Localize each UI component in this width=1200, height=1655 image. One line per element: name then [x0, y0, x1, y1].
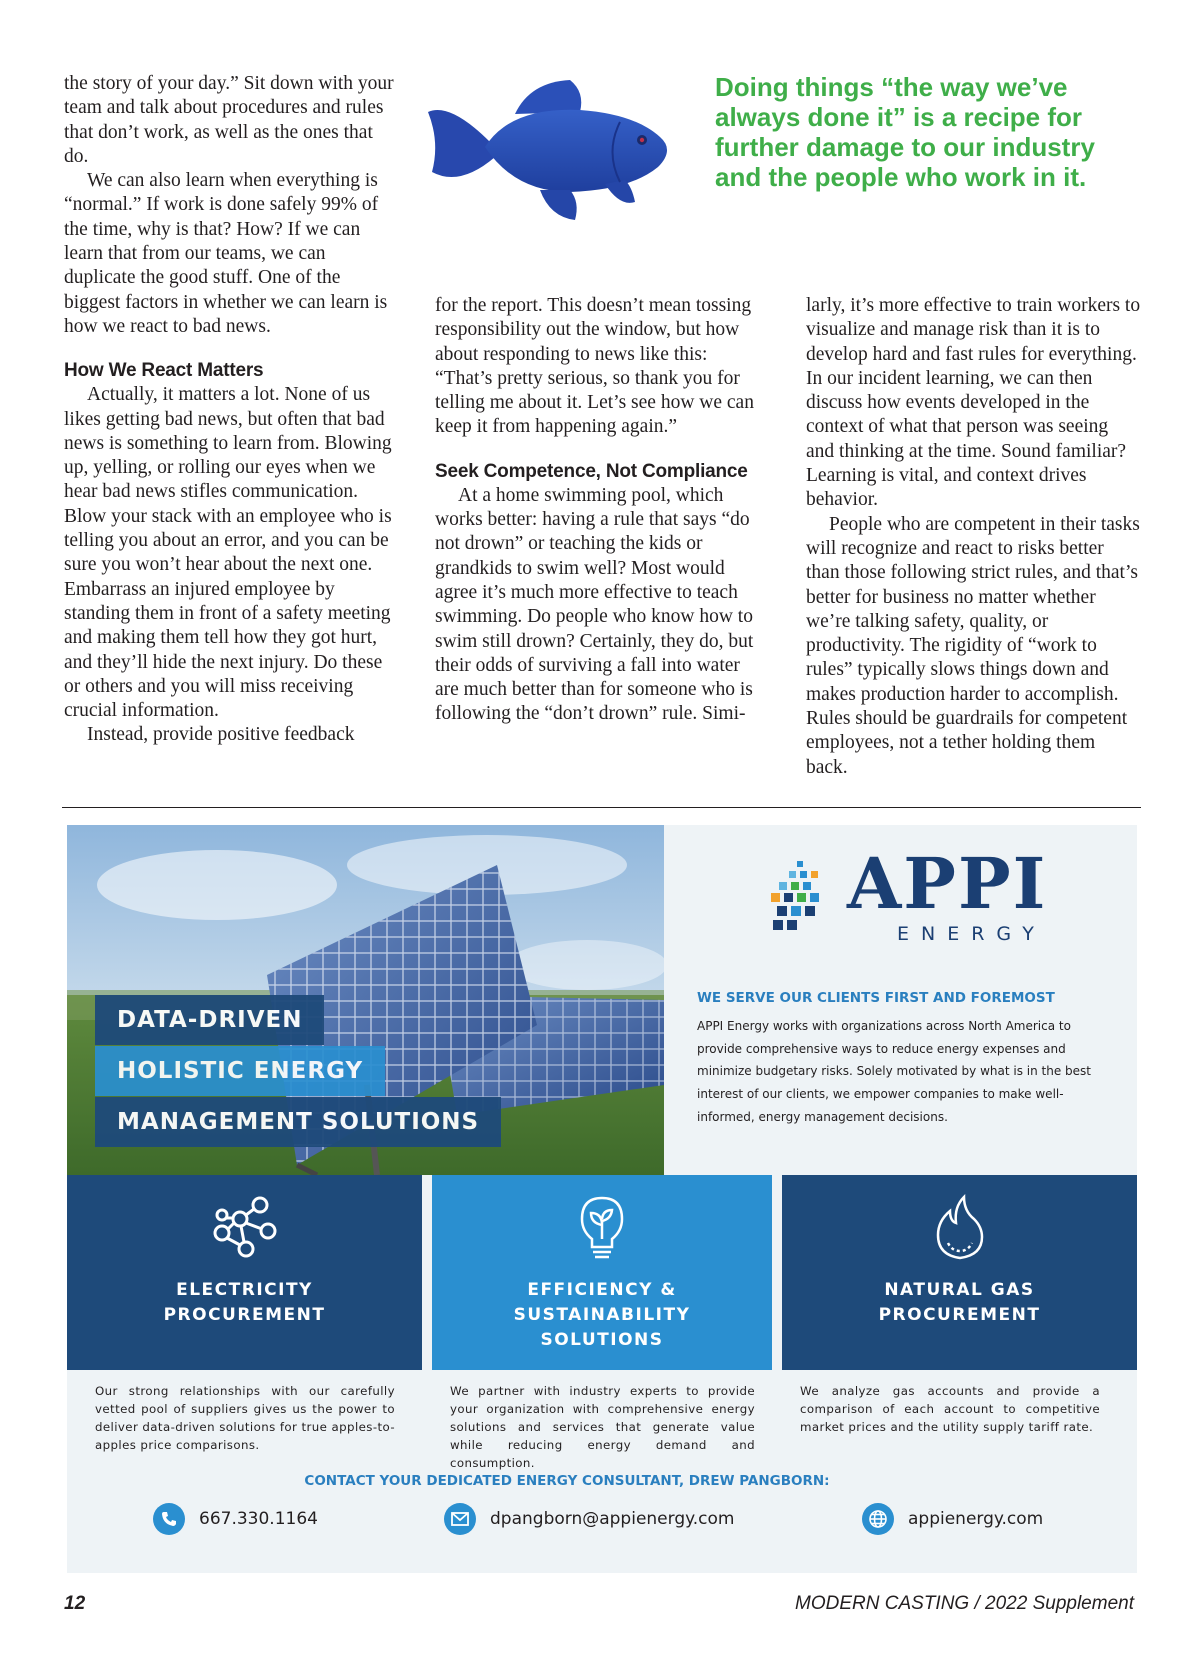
article-column-1: [64, 72, 399, 748]
paragraph: People who are competent in their tasks will recognize and react to risks better than those following strict rules, and that’s better for business no matter whether we’re talking safety, quality, or productivity. The rigidity of “work to rules” typically slows things down and makes production harder to accomplish. Rules should be guardrails for competent employees, not a tether holding them back.: [806, 513, 1140, 778]
tag-holistic-energy: HOLISTIC ENERGY: [95, 1046, 385, 1096]
paragraph: Instead, provide positive feedback: [87, 724, 355, 746]
globe-icon: [862, 1503, 894, 1535]
tag-data-driven: DATA-DRIVEN: [95, 995, 324, 1045]
appi-energy-logo: [767, 842, 1067, 948]
appi-energy-advertisement: [67, 825, 1137, 1573]
paragraph: larly, it’s more effective to train workers to visualize and manage risk than it is to develop hard and fast rules for everything. In our incident learning, we can then discuss how events developed in the context of what that person was seeing and thinking at the time. Sound familiar? Learning is vital, and context drives behavior.: [806, 295, 1141, 511]
panel-description: We analyze gas accounts and provide a comparison of each account to competitive market prices and the utility supply tariff rate.: [800, 1384, 1100, 1434]
phone-number: 667.330.1164: [199, 1509, 318, 1529]
panel-title-line: EFFICIENCY &: [527, 1280, 677, 1300]
panel-electricity-procurement: [67, 1175, 422, 1370]
panel-title: [432, 1278, 772, 1353]
website-url: appienergy.com: [908, 1509, 1044, 1529]
serve-heading: WE SERVE OUR CLIENTS FIRST AND FOREMOST: [697, 990, 1055, 1006]
contact-website: [862, 1502, 1043, 1536]
paragraph: for the report. This doesn’t mean tossing responsibility out the window, but how about responding to news like this: “That’s pretty serious, so thank you for telling me about it. Let’s see how we can keep it from happening again.”: [435, 295, 754, 438]
panel-title-line: PROCUREMENT: [163, 1305, 326, 1325]
solar-panel-photo: [67, 825, 664, 1175]
panel-title-line: PROCUREMENT: [878, 1305, 1041, 1325]
network-nodes-icon: [210, 1193, 280, 1263]
panel-natural-gas-procurement: [782, 1175, 1137, 1370]
page-number: 12: [64, 1593, 86, 1614]
panel-description: We partner with industry experts to provide your organization with comprehensive energy solutions and services that generate value while reducing energy demand and consumption.: [450, 1384, 755, 1470]
flame-icon: [932, 1193, 988, 1263]
contact-phone: [153, 1502, 318, 1536]
panel-title-line: SUSTAINABILITY: [513, 1305, 691, 1325]
panel-title-line: ELECTRICITY: [176, 1280, 313, 1300]
panel-efficiency-sustainability: [432, 1175, 772, 1370]
logo-title: APPI: [847, 842, 1048, 925]
fish-icon: [420, 72, 698, 222]
email-address: dpangborn@appienergy.com: [490, 1509, 735, 1529]
tag-management-solutions: MANAGEMENT SOLUTIONS: [95, 1097, 501, 1147]
paragraph: At a home swimming pool, which works better: having a rule that says “do not drown” or teaching the kids or grandkids to swim well? Most would agree it’s much more effective to teach swimming. Do people who know how to swim still drown? Certainly, they do, but their odds of surviving a fall into water are much better than for someone who is following the “don’t drown” rule. Simi-: [435, 484, 754, 725]
pull-quote: Doing things “the way we’ve always done it” is a recipe for further damage to our industry and the people who work in it.: [715, 72, 1095, 192]
article-column-3: [806, 294, 1141, 780]
panel-title: [67, 1278, 422, 1328]
envelope-icon: [444, 1503, 476, 1535]
lightbulb-leaf-icon: [577, 1193, 627, 1263]
contact-email: [444, 1502, 734, 1536]
panel-description: Our strong relationships with our carefully vetted pool of suppliers gives us the power to deliver data-driven solutions for true apples-to-apples price comparisons.: [95, 1384, 395, 1452]
panel-title: [782, 1278, 1137, 1328]
section-heading: Seek Competence, Not Compliance: [435, 460, 748, 482]
running-footer-title: MODERN CASTING / 2022 Supplement: [795, 1593, 1134, 1614]
article-column-2: [435, 294, 765, 727]
contact-heading: CONTACT YOUR DEDICATED ENERGY CONSULTANT, DREW PANGBORN:: [304, 1473, 830, 1489]
logo-subtitle: ENERGY: [897, 923, 1046, 945]
panel-title-line: SOLUTIONS: [540, 1330, 664, 1350]
paragraph: the story of your day.” Sit down with your team and talk about procedures and rules that don’t work, as well as the ones that do.: [64, 73, 394, 167]
paragraph: We can also learn when everything is “normal.” If work is done safely 99% of the time, why is that? How? If we can learn that from our teams, we can duplicate the good stuff. One of the biggest factors in whether we can learn is how we react to bad news.: [64, 170, 388, 337]
divider-rule: [62, 807, 1141, 808]
panel-title-line: NATURAL GAS: [884, 1280, 1035, 1300]
blue-fish-illustration: [420, 72, 698, 222]
serve-body: APPI Energy works with organizations across North America to provide comprehensive ways to reduce energy expenses and minimize budgetary risks. Solely motivated by what is in the best interest of our clients, we empower companies to make well-informed, energy management decisions.: [697, 1019, 1091, 1124]
phone-icon: [153, 1503, 185, 1535]
pixel-mark-icon: [767, 853, 837, 943]
paragraph: Actually, it matters a lot. None of us likes getting bad news, but often that bad news is something to learn from. Blowing up, yelling, or rolling our eyes when we hear bad news stifles communication. Blow your stack with an employee who is telling you about an error, and you can be sure you won’t hear about the next one. Embarrass an injured employee by standing them in front of a safety meeting and making them tell how they got hurt, and they’ll hide the next injury. Do these or others and you will miss receiving crucial information.: [64, 384, 392, 722]
section-heading: How We React Matters: [64, 360, 264, 382]
